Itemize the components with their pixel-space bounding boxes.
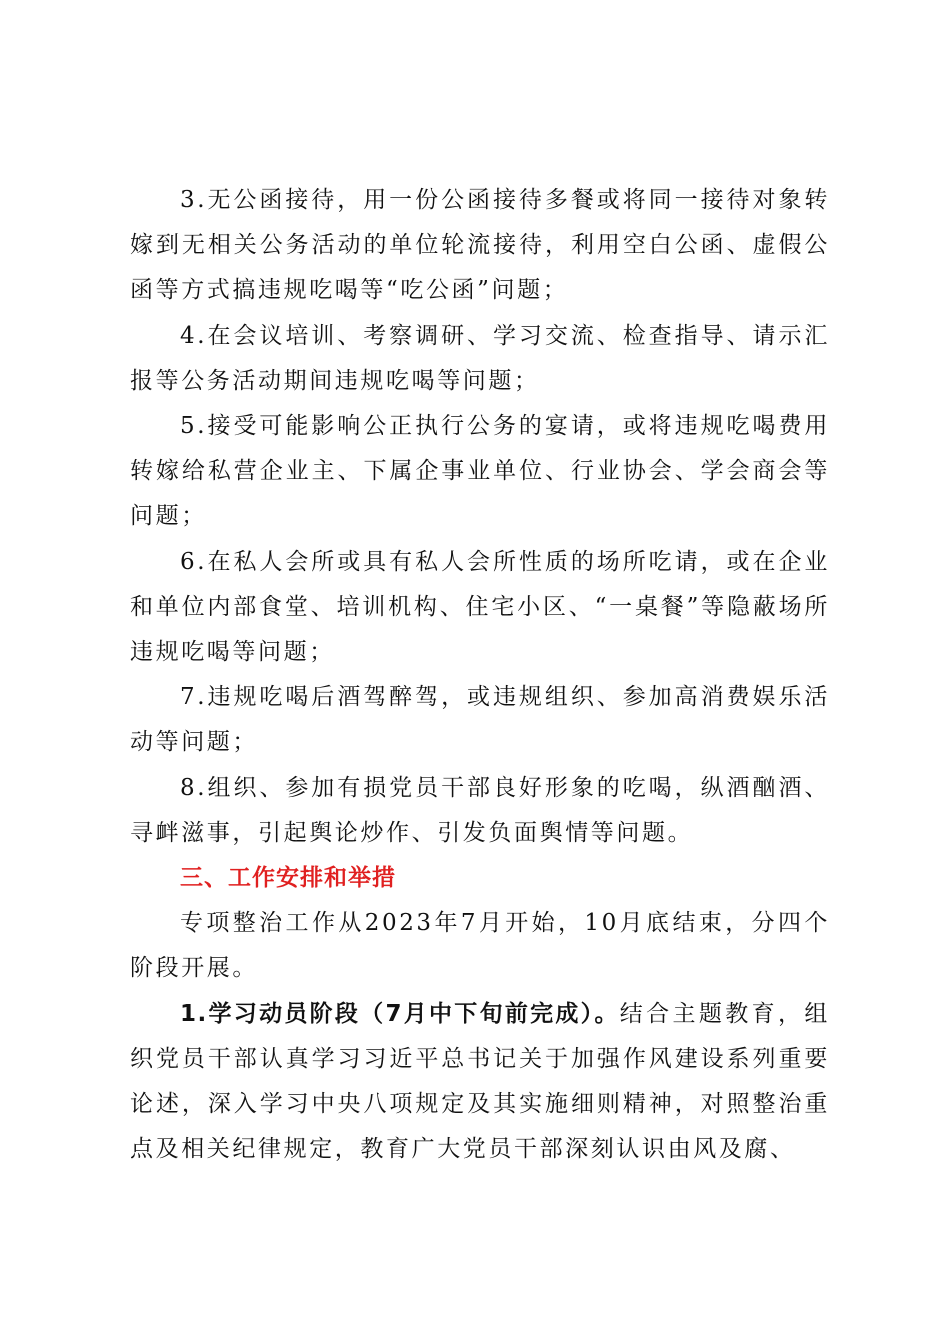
stage-1-text: 结合主题教育，组织党员干部认真学习习近平总书记关于加强作风建设系列重要论述，深入学习中央八项规定及其实施细则精神，对照整治重点及相关纪律规定，教育广大党员干部深刻认识由风及腐、: [130, 1000, 830, 1163]
list-item-7: 7.违规吃喝后酒驾醉驾，或违规组织、参加高消费娱乐活动等问题；: [130, 684, 830, 756]
schedule-intro-paragraph: 专项整治工作从2023年7月开始，10月底结束，分四个阶段开展。: [130, 910, 830, 982]
document-body: [130, 178, 830, 1172]
stage-1-lead: 1.学习动员阶段（7月中下旬前完成）。: [180, 1000, 620, 1027]
stage-1-paragraph: [130, 992, 830, 1173]
list-item-5: 5.接受可能影响公正执行公务的宴请，或将违规吃喝费用转嫁给私营企业主、下属企事业单位、行业协会、学会商会等问题；: [130, 413, 830, 530]
list-item-4: 4.在会议培训、考察调研、学习交流、检查指导、请示汇报等公务活动期间违规吃喝等问题；: [130, 322, 830, 394]
list-item-3: 3.无公函接待，用一份公函接待多餐或将同一接待对象转嫁到无相关公务活动的单位轮流接待，利用空白公函、虚假公函等方式搞违规吃喝等“吃公函”问题；: [130, 187, 830, 304]
section-heading: 三、工作安排和举措: [180, 865, 396, 892]
list-item-8: 8.组织、参加有损党员干部良好形象的吃喝，纵酒酗酒、寻衅滋事，引起舆论炒作、引发负面舆情等问题。: [130, 774, 830, 846]
list-item-6: 6.在私人会所或具有私人会所性质的场所吃请，或在企业和单位内部食堂、培训机构、住宅小区、“一桌餐”等隐蔽场所违规吃喝等问题；: [130, 548, 830, 666]
